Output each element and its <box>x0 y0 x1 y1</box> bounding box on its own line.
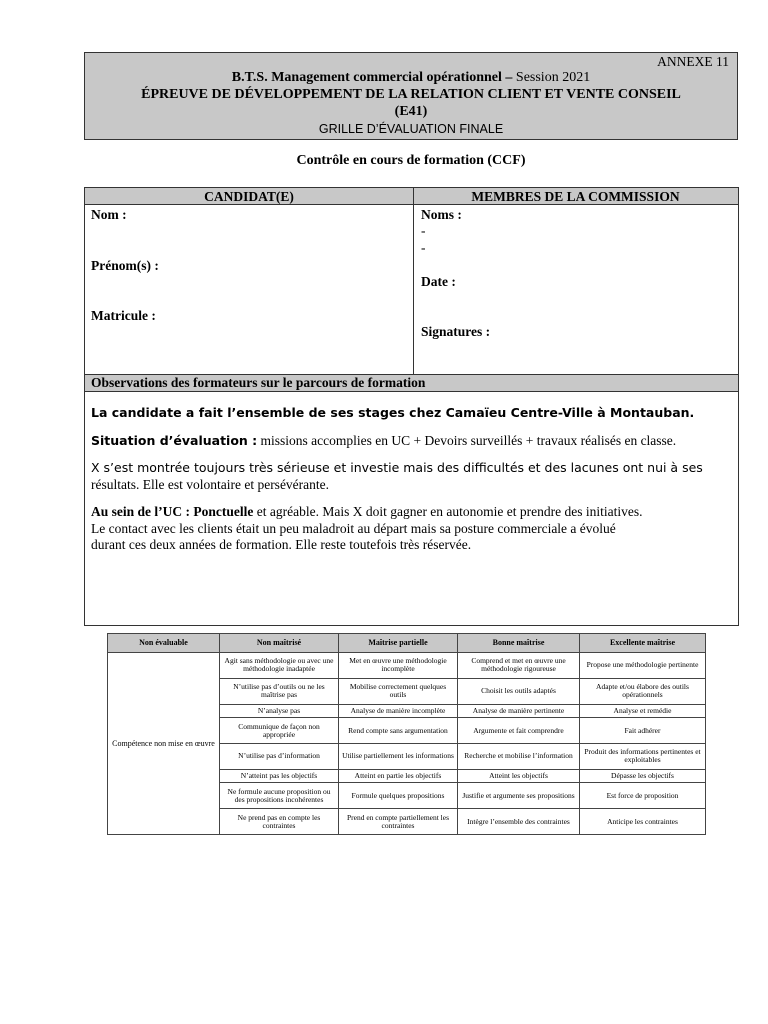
header-line-1-bold: B.T.S. Management commercial opérationnel – <box>231 70 513 85</box>
table-cell: Comprend et met en œuvre une méthodologie rigoureuse <box>458 653 580 679</box>
observations-header: Observations des formateurs sur le parcours de formation <box>85 374 738 392</box>
signatures-field-label: Signatures : <box>421 324 491 339</box>
grid-header-row <box>108 634 706 653</box>
table-cell: Analyse de manière incomplète <box>339 704 458 718</box>
table-cell: Agit sans méthodologie ou avec une méthodologie inadaptée <box>220 653 339 679</box>
observation-uc-label: Au sein de l’UC : Ponctuelle <box>91 504 254 519</box>
grid-header-excellente-maitrise: Excellente maîtrise <box>580 634 706 653</box>
table-cell: N’utilise pas d’outils ou ne les maîtrise pas <box>220 678 339 704</box>
header-line-2: ÉPREUVE DE DÉVELOPPEMENT DE LA RELATION CLIENT ET VENTE CONSEIL <box>141 87 681 102</box>
commission-header: MEMBRES DE LA COMMISSION <box>413 188 738 205</box>
observations-body <box>91 405 731 565</box>
table-cell: Choisit les outils adaptés <box>458 678 580 704</box>
table-cell: Analyse de manière pertinente <box>458 704 580 718</box>
document-header <box>84 52 738 140</box>
grid-header-bonne-maitrise: Bonne maîtrise <box>458 634 580 653</box>
observation-situation-label: Situation d’évaluation : <box>91 432 258 448</box>
header-line-4: GRILLE D’ÉVALUATION FINALE <box>318 122 504 136</box>
table-cell: Rend compte sans argumentation <box>339 718 458 744</box>
page-subtitle: Contrôle en cours de formation (CCF) <box>296 153 526 168</box>
prenom-field-label: Prénom(s) : <box>91 258 159 273</box>
observation-uc-text: et agréable. Mais X doit gagner en autonomie et prendre des initiatives. <box>253 504 643 519</box>
table-cell: Intègre l’ensemble des contraintes <box>458 809 580 835</box>
table-cell: Utilise partiellement les informations <box>339 743 458 769</box>
table-cell: Dépasse les objectifs <box>580 769 706 783</box>
table-cell: Formule quelques propositions <box>339 783 458 809</box>
date-field-label: Date : <box>421 274 456 289</box>
observation-attitude-line-2: résultats. Elle est volontaire et persévérante. <box>91 476 330 492</box>
table-row <box>108 653 706 679</box>
column-divider <box>413 188 414 374</box>
table-cell: Justifie et argumente ses propositions <box>458 783 580 809</box>
observation-uc-line-2: Le contact avec les clients était un peu maladroit au départ mais sa posture commerciale a évolué <box>91 520 616 536</box>
table-cell: Propose une méthodologie pertinente <box>580 653 706 679</box>
observation-situation-text: missions accomplies en UC + Devoirs surveillés + travaux réalisés en classe. <box>257 432 677 448</box>
evaluation-grid <box>107 633 706 835</box>
noms-field-label: Noms : <box>421 207 462 222</box>
nom-field-label: Nom : <box>91 207 127 222</box>
table-cell: Mobilise correctement quelques outils <box>339 678 458 704</box>
table-cell: Ne prend pas en compte les contraintes <box>220 809 339 835</box>
table-cell: Est force de proposition <box>580 783 706 809</box>
table-cell: Fait adhérer <box>580 718 706 744</box>
observation-uc <box>91 504 731 554</box>
commission-member-1: - <box>421 223 426 238</box>
table-cell: Argumente et fait comprendre <box>458 718 580 744</box>
table-cell: N’atteint pas les objectifs <box>220 769 339 783</box>
table-cell: N’analyse pas <box>220 704 339 718</box>
table-cell: Prend en compte partiellement les contraintes <box>339 809 458 835</box>
grid-header-non-maitrise: Non maîtrisé <box>220 634 339 653</box>
table-cell: Adapte et/ou élabore des outils opérationnels <box>580 678 706 704</box>
grid-header-maitrise-partielle: Maîtrise partielle <box>339 634 458 653</box>
observation-internship: La candidate a fait l’ensemble de ses stages chez Camaïeu Centre-Ville à Montauban. <box>91 405 695 420</box>
observation-attitude-line-1: X s’est montrée toujours très sérieuse et investie mais des difficultés et des lacunes ont nui à ses <box>91 460 703 475</box>
table-cell: Met en œuvre une méthodologie incomplète <box>339 653 458 679</box>
grid-header-non-evaluable: Non évaluable <box>108 634 220 653</box>
table-cell: Atteint les objectifs <box>458 769 580 783</box>
table-cell: Produit des informations pertinentes et exploitables <box>580 743 706 769</box>
commission-member-2: - <box>421 240 426 255</box>
table-cell: Atteint en partie les objectifs <box>339 769 458 783</box>
annexe-label: ANNEXE 11 <box>657 54 729 69</box>
table-cell: Anticipe les contraintes <box>580 809 706 835</box>
evaluation-form <box>84 187 739 626</box>
table-cell: Communique de façon non appropriée <box>220 718 339 744</box>
observation-uc-line-3: durant ces deux années de formation. Elle reste toutefois très réservée. <box>91 537 472 552</box>
table-cell: N’utilise pas d’information <box>220 743 339 769</box>
observation-situation <box>91 433 731 450</box>
header-line-1-session: Session 2021 <box>512 70 591 85</box>
observation-attitude <box>91 460 731 493</box>
table-cell: Recherche et mobilise l’information <box>458 743 580 769</box>
matricule-field-label: Matricule : <box>91 308 156 323</box>
table-cell: Analyse et remédie <box>580 704 706 718</box>
table-cell: Ne formule aucune proposition ou des propositions incohérentes <box>220 783 339 809</box>
non-evaluable-cell: Compétence non mise en œuvre <box>108 653 220 835</box>
candidate-header: CANDIDAT(E) <box>85 188 413 205</box>
header-line-1 <box>85 70 737 86</box>
header-line-3: (E41) <box>394 104 428 119</box>
